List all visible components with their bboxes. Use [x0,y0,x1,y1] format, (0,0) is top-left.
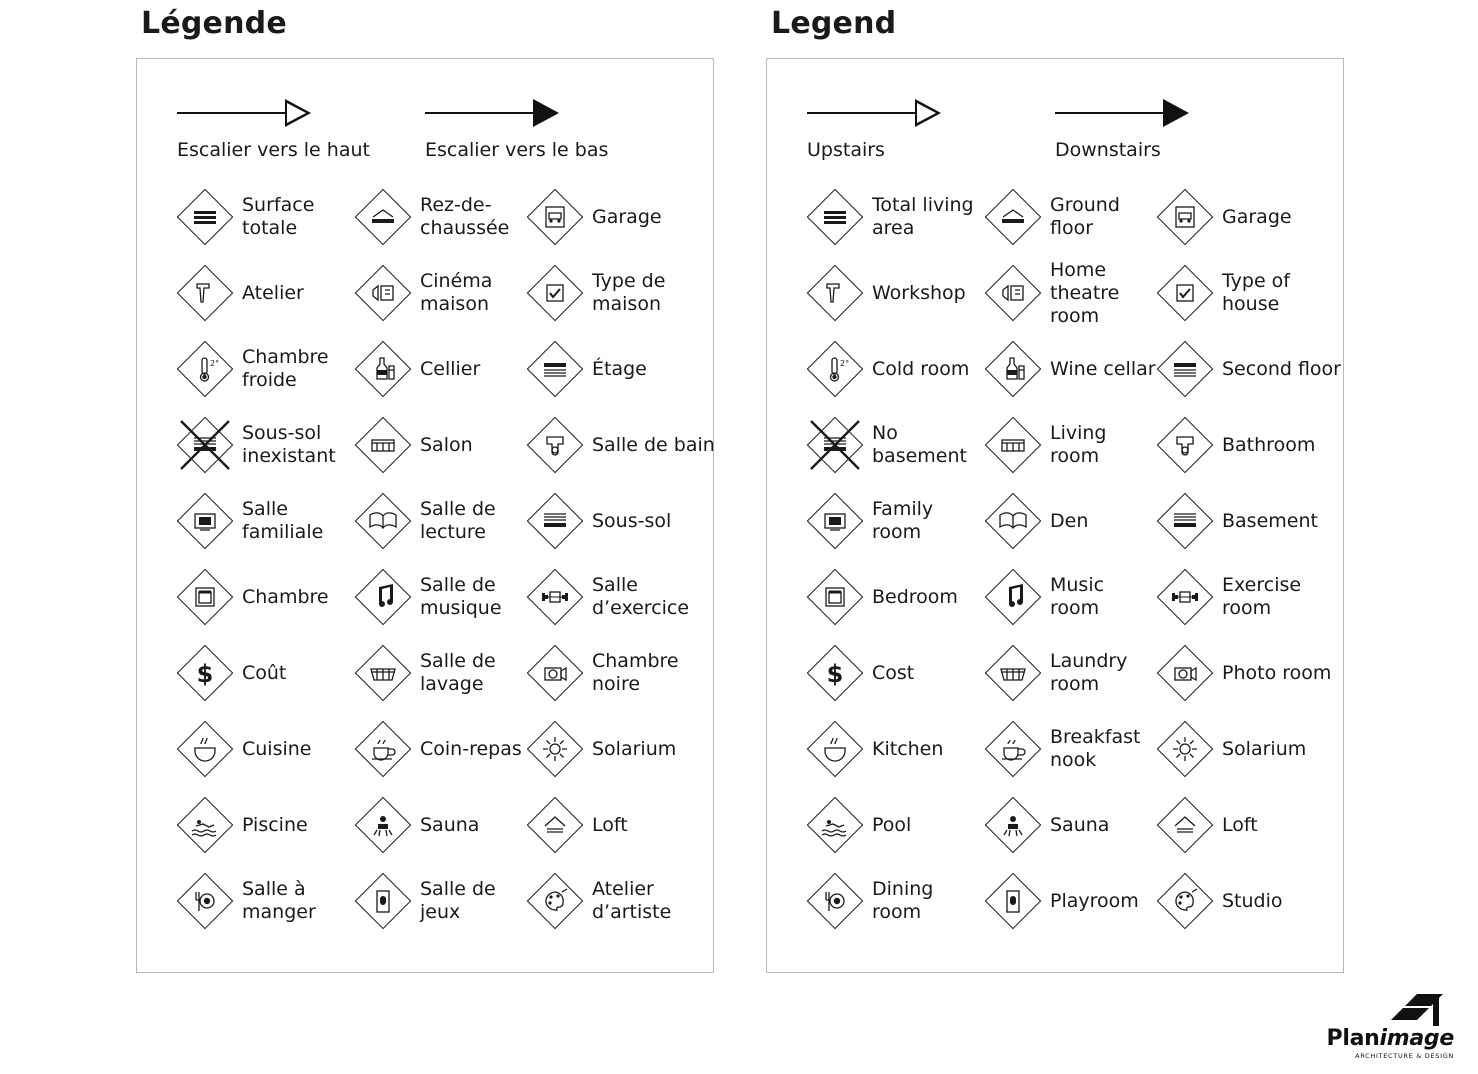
svg-text:$: $ [196,660,214,688]
legend-row [137,787,713,863]
legend-item [355,483,527,559]
arrow-head [1163,99,1189,127]
arrow-head [533,99,559,127]
kitchen-pot-icon-glyph [177,721,233,777]
legend-item [355,407,527,483]
sauna-icon-glyph [355,797,411,853]
legend-item [355,255,527,331]
legend-item-label: Salle de lecture [420,498,496,543]
legend-item-label: Coût [242,661,287,684]
legend-item [985,787,1157,863]
bathroom-toilet-icon-glyph [1157,417,1213,473]
legend-item [527,635,717,711]
living-room-sofa-icon [985,417,1041,473]
legend-item-label: Den [1050,509,1089,532]
photo-room-camera-icon-glyph [527,645,583,701]
legend-item-label: Solarium [1222,737,1307,760]
pool-swimmer-icon-glyph [807,797,863,853]
stairs-arrows-row [767,93,1343,183]
studio-palette-icon [1157,873,1213,929]
legend-item-label: Playroom [1050,889,1139,912]
studio-palette-icon [527,873,583,929]
arrow-legend-label: Downstairs [1055,139,1161,161]
legend-item [177,787,355,863]
playroom-icon [985,873,1041,929]
legend-item-label: Total living area [872,194,974,239]
legend-item-label: Garage [1222,205,1292,228]
legend-item-label: Rez-de-chaussée [420,194,510,239]
logo-tagline: ARCHITECTURE & DESIGN [1355,1052,1454,1060]
legend-item [177,331,355,407]
legend-item [985,255,1157,331]
legend-item [527,711,717,787]
photo-room-camera-icon-glyph [1157,645,1213,701]
no-basement-icon [807,417,863,473]
legend-item-label: Pool [872,813,912,836]
second-floor-icon [527,341,583,397]
legend-item [177,711,355,787]
total-living-area-icon-glyph [177,189,233,245]
home-theatre-icon [355,265,411,321]
legend-grid [137,179,713,939]
wine-cellar-icon-glyph [355,341,411,397]
legend-item-label: Salle de musique [420,574,502,619]
music-room-note-icon [355,569,411,625]
bathroom-toilet-icon [527,417,583,473]
svg-text:$: $ [826,660,844,688]
legend-item [1157,711,1347,787]
legend-item-label: Sous-sol [592,509,672,532]
legend-item-label: Surface totale [242,194,315,239]
legend-item [527,407,717,483]
music-room-note-icon-glyph [355,569,411,625]
second-floor-icon-glyph [1157,341,1213,397]
legend-item [1157,255,1347,331]
arrow-solid-icon [425,93,590,133]
legend-item [807,407,985,483]
den-book-icon [355,493,411,549]
legend-item [527,255,717,331]
kitchen-pot-icon-glyph [807,721,863,777]
cost-dollar-icon [177,645,233,701]
legend-item [355,179,527,255]
legend-item [177,179,355,255]
living-room-sofa-icon [355,417,411,473]
legend-row [137,559,713,635]
legend-row [767,179,1343,255]
garage-car-icon [527,189,583,245]
legend-item [527,863,717,939]
legend-item [527,559,717,635]
legend-item [177,559,355,635]
legend-item [177,635,355,711]
cost-dollar-icon [807,645,863,701]
basement-icon [1157,493,1213,549]
type-of-house-icon-glyph [527,265,583,321]
playroom-icon-glyph [355,873,411,929]
legend-item-label: Cellier [420,357,481,380]
solarium-sun-icon-glyph [1157,721,1213,777]
den-book-icon [985,493,1041,549]
workshop-hammer-icon-glyph [807,265,863,321]
svg-text:2°: 2° [840,359,850,368]
living-room-sofa-icon-glyph [355,417,411,473]
legend-item [527,331,717,407]
legend-item-label: Music room [1050,574,1105,619]
legend-item [807,331,985,407]
legend-item-label: Piscine [242,813,308,836]
arrow-legend-label: Escalier vers le haut [177,139,370,161]
legend-row [767,787,1343,863]
legend-row [767,331,1343,407]
solarium-sun-icon [1157,721,1213,777]
dining-room-plate-icon-glyph [807,873,863,929]
legend-item-label: Loft [1222,813,1258,836]
family-room-tv-icon-glyph [177,493,233,549]
arrow-head [285,99,311,127]
solarium-sun-icon [527,721,583,777]
legend-row [137,635,713,711]
legend-item [1157,483,1347,559]
legend-row [137,863,713,939]
ground-floor-icon [355,189,411,245]
ground-floor-icon-glyph [355,189,411,245]
exercise-room-weights-icon-glyph [1157,569,1213,625]
legend-item [355,331,527,407]
legend-item [807,787,985,863]
pool-swimmer-icon-glyph [177,797,233,853]
loft-icon [527,797,583,853]
legend-item [177,255,355,331]
home-theatre-icon-glyph [355,265,411,321]
legend-item [1157,407,1347,483]
loft-icon-glyph [527,797,583,853]
laundry-room-basket-icon [985,645,1041,701]
legend-item-label: Exercise room [1222,574,1302,619]
legend-item [355,635,527,711]
cost-dollar-icon-glyph [177,645,233,701]
legend-item-label: Salle d’exercice [592,574,690,619]
wine-cellar-icon [985,341,1041,397]
legend-item-label: Salon [420,433,473,456]
legend-item-label: Ground floor [1050,194,1120,239]
wine-cellar-icon-glyph [985,341,1041,397]
legend-item-label: Type de maison [592,270,666,315]
no-basement-icon [177,417,233,473]
legend-panel-fr [136,58,714,973]
legend-item-label: Cold room [872,357,970,380]
logo-name-second: image [1379,1026,1454,1051]
wine-cellar-icon [355,341,411,397]
legend-item-label: Second floor [1222,357,1341,380]
arrow-legend-label: Upstairs [807,139,885,161]
legend-item-label: Breakfast nook [1050,726,1141,771]
legend-item [527,179,717,255]
legend-item-label: Coin-repas [420,737,522,760]
garage-car-icon [1157,189,1213,245]
second-floor-icon [1157,341,1213,397]
breakfast-nook-cup-icon [355,721,411,777]
legend-item [985,179,1157,255]
arrow-hollow-icon [177,93,342,133]
legend-item [355,863,527,939]
breakfast-nook-cup-icon-glyph [985,721,1041,777]
legend-row [137,255,713,331]
loft-icon-glyph [1157,797,1213,853]
kitchen-pot-icon [807,721,863,777]
legend-item [985,331,1157,407]
svg-text:2°: 2° [210,359,220,368]
planimage-logo [1304,1026,1454,1060]
legend-item [985,863,1157,939]
legend-item [355,711,527,787]
legend-row [767,407,1343,483]
exercise-room-weights-icon [527,569,583,625]
legend-item [1157,787,1347,863]
sauna-icon [355,797,411,853]
legend-item-label: Chambre froide [242,346,329,391]
legend-item-label: Sauna [1050,813,1110,836]
legend-item [1157,863,1347,939]
legend-item [985,559,1157,635]
stairs-arrows-row [137,93,713,183]
no-basement-icon-glyph [177,417,233,473]
ground-floor-icon [985,189,1041,245]
legend-item [527,483,717,559]
legend-row [767,559,1343,635]
home-theatre-icon [985,265,1041,321]
sauna-icon-glyph [985,797,1041,853]
family-room-tv-icon-glyph [807,493,863,549]
living-room-sofa-icon-glyph [985,417,1041,473]
legend-item [1157,635,1347,711]
laundry-room-basket-icon-glyph [985,645,1041,701]
den-book-icon-glyph [355,493,411,549]
legend-item-label: Sauna [420,813,480,836]
home-theatre-icon-glyph [985,265,1041,321]
legend-row [767,635,1343,711]
legend-item-label: Salle de lavage [420,650,496,695]
legend-item [527,787,717,863]
legend-item-label: Cost [872,661,915,684]
music-room-note-icon-glyph [985,569,1041,625]
legend-row [137,179,713,255]
bedroom-bed-icon [177,569,233,625]
legend-item [807,635,985,711]
bathroom-toilet-icon [1157,417,1213,473]
arrow-solid-icon [1055,93,1220,133]
legend-item-label: Chambre [242,585,329,608]
type-of-house-icon [1157,265,1213,321]
bathroom-toilet-icon-glyph [527,417,583,473]
legend-item [355,559,527,635]
arrow-legend-label: Escalier vers le bas [425,139,609,161]
legend-item [807,483,985,559]
arrow-shaft [1055,112,1165,114]
workshop-hammer-icon-glyph [177,265,233,321]
loft-icon [1157,797,1213,853]
legend-item-label: Home theatre room [1050,258,1120,327]
legend-item [807,863,985,939]
exercise-room-weights-icon-glyph [527,569,583,625]
photo-room-camera-icon [1157,645,1213,701]
legend-item-label: Wine cellar [1050,357,1156,380]
second-floor-icon-glyph [527,341,583,397]
bedroom-bed-icon-glyph [807,569,863,625]
legend-item-label: Kitchen [872,737,944,760]
legend-item-label: Garage [592,205,662,228]
legend-item-label: Basement [1222,509,1318,532]
playroom-icon [355,873,411,929]
legend-panel-en [766,58,1344,973]
legend-item-label: Photo room [1222,661,1332,684]
family-room-tv-icon [177,493,233,549]
legend-item [177,863,355,939]
sauna-icon [985,797,1041,853]
studio-palette-icon-glyph [527,873,583,929]
legend-item-label: Salle de jeux [420,878,496,923]
legend-item-label: Atelier [242,281,304,304]
legend-item-label: Bedroom [872,585,958,608]
arrow-legend-item [1055,93,1220,161]
solarium-sun-icon-glyph [527,721,583,777]
legend-item [985,635,1157,711]
legend-item-label: Étage [592,357,647,380]
legend-row [137,331,713,407]
legend-item-label: Living room [1050,422,1107,467]
garage-car-icon-glyph [1157,189,1213,245]
basement-icon-glyph [1157,493,1213,549]
type-of-house-icon [527,265,583,321]
arrow-legend-item [425,93,608,161]
legend-row [767,863,1343,939]
cost-dollar-icon-glyph [807,645,863,701]
legend-item [807,179,985,255]
legend-item [807,255,985,331]
legend-item-label: Workshop [872,281,966,304]
type-of-house-icon-glyph [1157,265,1213,321]
no-basement-icon-glyph [807,417,863,473]
playroom-icon-glyph [985,873,1041,929]
legend-item-label: Type of house [1222,270,1290,315]
legend-item [177,407,355,483]
legend-item-label: Salle familiale [242,498,324,543]
studio-palette-icon-glyph [1157,873,1213,929]
cold-room-thermometer-icon-glyph [807,341,863,397]
page-title-en: Legend [771,6,897,41]
legend-item-label: Cuisine [242,737,312,760]
legend-item [1157,331,1347,407]
arrow-shaft [807,112,917,114]
legend-item-label: Loft [592,813,628,836]
breakfast-nook-cup-icon [985,721,1041,777]
legend-row [137,483,713,559]
total-living-area-icon [807,189,863,245]
cold-room-thermometer-icon [807,341,863,397]
legend-item-label: No basement [872,422,967,467]
legend-item [807,711,985,787]
legend-row [137,407,713,483]
basement-icon [527,493,583,549]
ground-floor-icon-glyph [985,189,1041,245]
legend-item [807,559,985,635]
arrow-head [915,99,941,127]
arrow-hollow-icon [807,93,972,133]
family-room-tv-icon [807,493,863,549]
legend-item-label: Solarium [592,737,677,760]
arrow-legend-item [177,93,370,161]
legend-item-label: Cinéma maison [420,270,493,315]
breakfast-nook-cup-icon-glyph [355,721,411,777]
garage-car-icon-glyph [527,189,583,245]
workshop-hammer-icon [177,265,233,321]
laundry-room-basket-icon [355,645,411,701]
legend-item [355,787,527,863]
cold-room-thermometer-icon [177,341,233,397]
legend-item-label: Atelier d’artiste [592,878,672,923]
page-title-fr: Légende [141,6,287,41]
pool-swimmer-icon [177,797,233,853]
legend-item [1157,179,1347,255]
legend-row [767,255,1343,331]
legend-row [137,711,713,787]
bedroom-bed-icon [807,569,863,625]
total-living-area-icon-glyph [807,189,863,245]
arrow-legend-item [807,93,972,161]
dining-room-plate-icon [177,873,233,929]
legend-grid [767,179,1343,939]
exercise-room-weights-icon [1157,569,1213,625]
legend-item-label: Sous-sol inexistant [242,422,336,467]
arrow-shaft [425,112,535,114]
legend-item-label: Chambre noire [592,650,679,695]
arrow-shaft [177,112,287,114]
legend-row [767,483,1343,559]
photo-room-camera-icon [527,645,583,701]
legend-item [177,483,355,559]
bedroom-bed-icon-glyph [177,569,233,625]
legend-item [1157,559,1347,635]
logo-mark-icon [1387,992,1451,1036]
legend-item-label: Salle à manger [242,878,316,923]
dining-room-plate-icon-glyph [177,873,233,929]
laundry-room-basket-icon-glyph [355,645,411,701]
music-room-note-icon [985,569,1041,625]
cold-room-thermometer-icon-glyph [177,341,233,397]
legend-item-label: Studio [1222,889,1283,912]
logo-name-first: Plan [1326,1026,1380,1051]
legend-item-label: Salle de bain [592,433,715,456]
legend-item-label: Family room [872,498,934,543]
legend-item-label: Bathroom [1222,433,1316,456]
total-living-area-icon [177,189,233,245]
legend-item [985,407,1157,483]
legend-item [985,711,1157,787]
kitchen-pot-icon [177,721,233,777]
den-book-icon-glyph [985,493,1041,549]
legend-item-label: Laundry room [1050,650,1128,695]
legend-row [767,711,1343,787]
basement-icon-glyph [527,493,583,549]
legend-item-label: Dining room [872,878,934,923]
dining-room-plate-icon [807,873,863,929]
pool-swimmer-icon [807,797,863,853]
workshop-hammer-icon [807,265,863,321]
legend-item [985,483,1157,559]
